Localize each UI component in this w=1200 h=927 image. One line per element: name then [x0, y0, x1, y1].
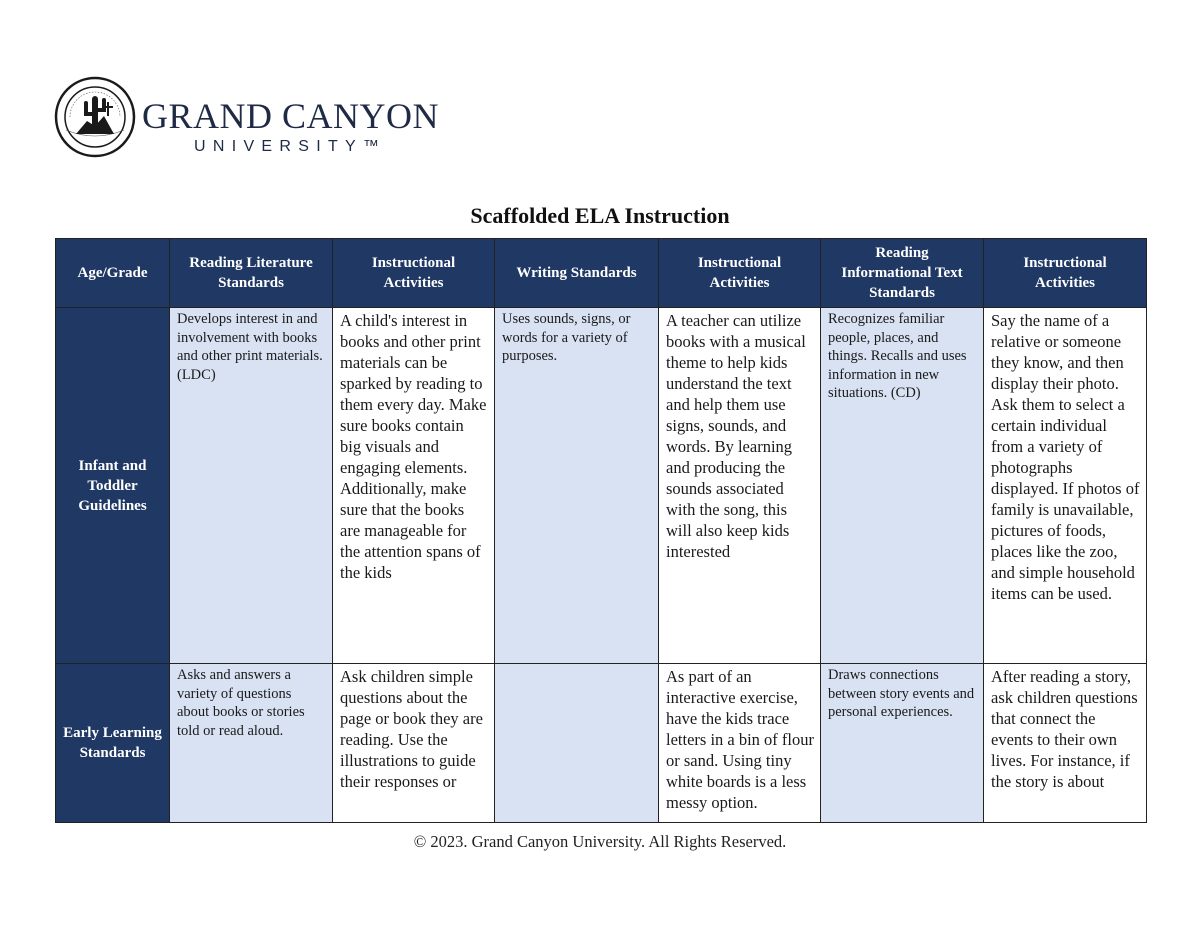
cell-instructional-activity: After reading a story, ask children questions that connect the events to their own lives. For instance, if the story is about — [984, 664, 1147, 823]
cell-reading-literature: Asks and answers a variety of questions about books or stories told or read aloud. — [170, 664, 333, 823]
cell-instructional-activity: Say the name of a relative or someone they know, and then display their photo. Ask them to select a certain individual from a variety of photographs displayed. If photos of family is unavailable, pictures of foods, places like the zoo, and simple household items can be used. — [984, 308, 1147, 664]
page-title: Scaffolded ELA Instruction — [470, 203, 730, 228]
header-reading-informational: Reading Informational Text Standards — [821, 239, 984, 308]
copyright-footer: © 2023. Grand Canyon University. All Rights Reserved. — [413, 832, 787, 851]
logo-wordmark: GRAND CANYON — [142, 96, 440, 136]
cell-writing-standard: Uses sounds, signs, or words for a variety of purposes. — [495, 308, 659, 664]
scaffolded-ela-table — [55, 238, 1147, 823]
header-instructional-activities-2: Instructional Activities — [659, 239, 821, 308]
table-header-row — [56, 239, 1147, 308]
cell-instructional-activity: A teacher can utilize books with a musical theme to help kids understand the text and help them use signs, sounds, and words. By learning and producing the sounds associated with the song, this will also keep kids interested — [659, 308, 821, 664]
cell-instructional-activity: A child's interest in books and other print materials can be sparked by reading to them every day. Make sure books contain big visuals and engaging elements. Additionally, make sure that the books are manageable for the attention spans of the kids — [333, 308, 495, 664]
cell-reading-informational: Recognizes familiar people, places, and things. Recalls and uses information in new situations. (CD) — [821, 308, 984, 664]
cell-instructional-activity: Ask children simple questions about the page or book they are reading. Use the illustrations to guide their responses or — [333, 664, 495, 823]
header-age-grade: Age/Grade — [56, 239, 170, 308]
cell-instructional-activity: As part of an interactive exercise, have the kids trace letters in a bin of flour or sand. Using tiny white boards is a less messy option. — [659, 664, 821, 823]
cell-reading-informational: Draws connections between story events and personal experiences. — [821, 664, 984, 823]
header-reading-literature: Reading Literature Standards — [170, 239, 333, 308]
university-seal-icon — [54, 76, 136, 158]
row-age-grade: Infant and Toddler Guidelines — [56, 308, 170, 664]
header-writing-standards: Writing Standards — [495, 239, 659, 308]
table-row — [56, 664, 1147, 823]
logo-wordmark-sub: UNIVERSITY™ — [194, 138, 387, 155]
cell-reading-literature: Develops interest in and involvement with books and other print materials. (LDC) — [170, 308, 333, 664]
header-instructional-activities-1: Instructional Activities — [333, 239, 495, 308]
header-instructional-activities-3: Instructional Activities — [984, 239, 1147, 308]
table-row — [56, 308, 1147, 664]
university-logo — [54, 76, 440, 160]
cell-writing-standard — [495, 664, 659, 823]
row-age-grade: Early Learning Standards — [56, 664, 170, 823]
